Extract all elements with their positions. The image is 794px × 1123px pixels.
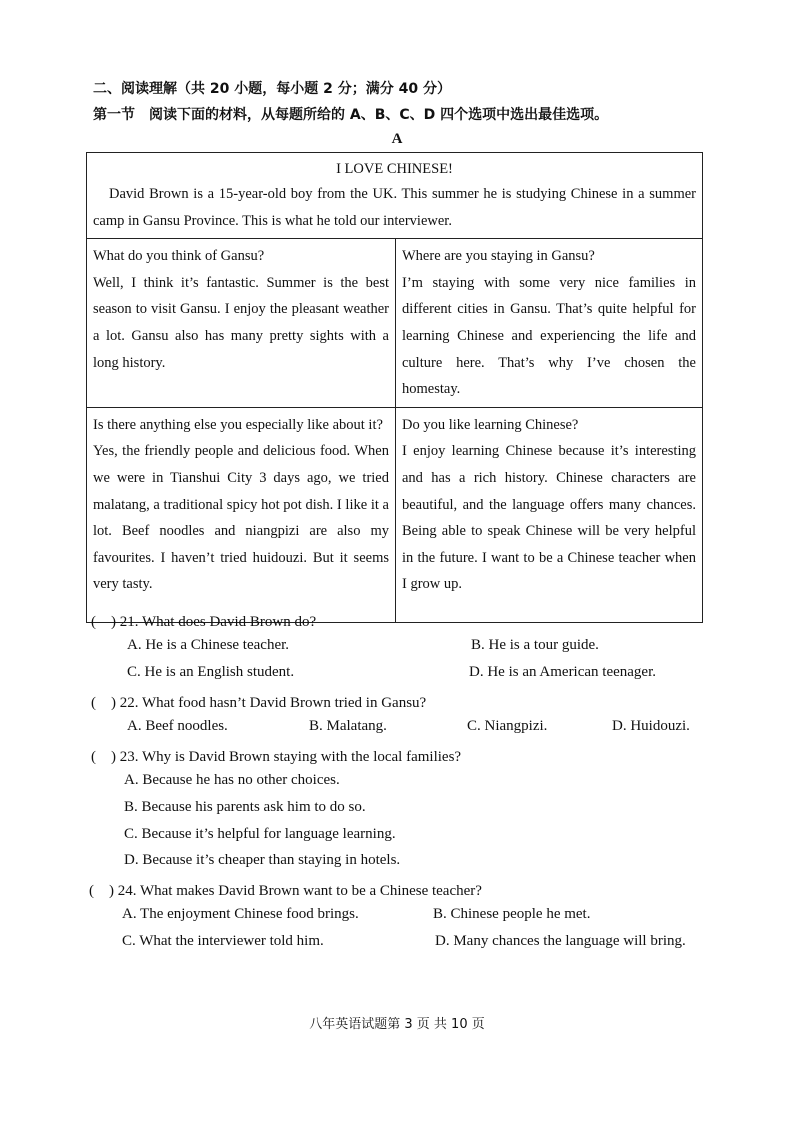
interview-answer: Yes, the friendly people and delicious food. When we were in Tianshui City 3 days ago, we tried malatang, a traditional spicy hot pot dish. I like it a lot. Beef noodles and niangpizi are also my favourites. I haven’t tried huidouzi. But it seems very tasty.: [93, 443, 389, 593]
option-a[interactable]: A. He is a Chinese teacher.: [127, 637, 290, 653]
option-b[interactable]: B. He is a tour guide.: [471, 637, 599, 653]
question-stem: ( ) 23. Why is David Brown staying with the local families?: [91, 749, 462, 765]
option-c[interactable]: C. He is an English student.: [127, 664, 295, 680]
option-a[interactable]: A. Because he has no other choices.: [124, 772, 340, 788]
interview-question: Do you like learning Chinese?: [402, 416, 579, 433]
passage-intro: David Brown is a 15-year-old boy from the UK. This summer he is studying Chinese in a summer camp in Gansu Province. This is what he told our interviewer.: [93, 186, 696, 229]
option-d[interactable]: D. Because it’s cheaper than staying in hotels.: [124, 852, 401, 868]
interview-question: What do you think of Gansu?: [93, 248, 265, 265]
option-d[interactable]: D. Huidouzi.: [612, 718, 690, 734]
option-b[interactable]: B. Malatang.: [309, 718, 387, 734]
passage-title: I LOVE CHINESE!: [336, 161, 453, 177]
part-heading: 二、阅读理解（共 20 小题，每小题 2 分；满分 40 分）: [93, 81, 451, 97]
option-b[interactable]: B. Chinese people he met.: [433, 906, 591, 922]
interview-cell: [87, 407, 396, 622]
option-d[interactable]: D. Many chances the language will bring.: [435, 933, 686, 949]
interview-cell: [396, 407, 703, 622]
option-c[interactable]: C. What the interviewer told him.: [122, 933, 324, 949]
interview-question: Is there anything else you especially like about it?: [93, 416, 383, 433]
interview-question: Where are you staying in Gansu?: [402, 248, 595, 265]
question-stem: ( ) 21. What does David Brown do?: [91, 614, 317, 630]
interview-answer: Well, I think it’s fantastic. Summer is the best season to visit Gansu. I enjoy the pleasant weather a lot. Gansu also has many pretty sights with a long history.: [93, 274, 389, 371]
section-instruction: 第一节 阅读下面的材料，从每题所给的 A、B、C、D 四个选项中选出最佳选项。: [93, 107, 609, 123]
passage-intro-cell: [87, 153, 703, 239]
interview-cell: [87, 239, 396, 408]
interview-answer: I’m staying with some very nice families in different cities in Gansu. That’s quite helpful for learning Chinese and experiencing the life and culture here. That’s why I’ve chosen the homestay.: [402, 274, 696, 398]
interview-answer: I enjoy learning Chinese because it’s interesting and has a rich history. Chinese characters are beautiful, and the language offers many chances. Being able to speak Chinese will be very helpful in the future. I want to be a Chinese teacher when I grow up.: [402, 443, 696, 593]
question-stem: ( ) 24. What makes David Brown want to be a Chinese teacher?: [89, 883, 482, 899]
interview-cell: [396, 239, 703, 408]
option-a[interactable]: A. The enjoyment Chinese food brings.: [122, 906, 359, 922]
question-stem: ( ) 22. What food hasn’t David Brown tried in Gansu?: [91, 695, 427, 711]
passage-table: [86, 152, 703, 623]
option-c[interactable]: C. Because it’s helpful for language learning.: [124, 826, 396, 842]
option-d[interactable]: D. He is an American teenager.: [469, 664, 657, 680]
option-a[interactable]: A. Beef noodles.: [127, 718, 228, 734]
passage-label: A: [391, 131, 403, 147]
page-footer: 八年英语试题第 3 页 共 10 页: [309, 1017, 485, 1032]
option-b[interactable]: B. Because his parents ask him to do so.: [124, 799, 366, 815]
option-c[interactable]: C. Niangpizi.: [467, 718, 548, 734]
